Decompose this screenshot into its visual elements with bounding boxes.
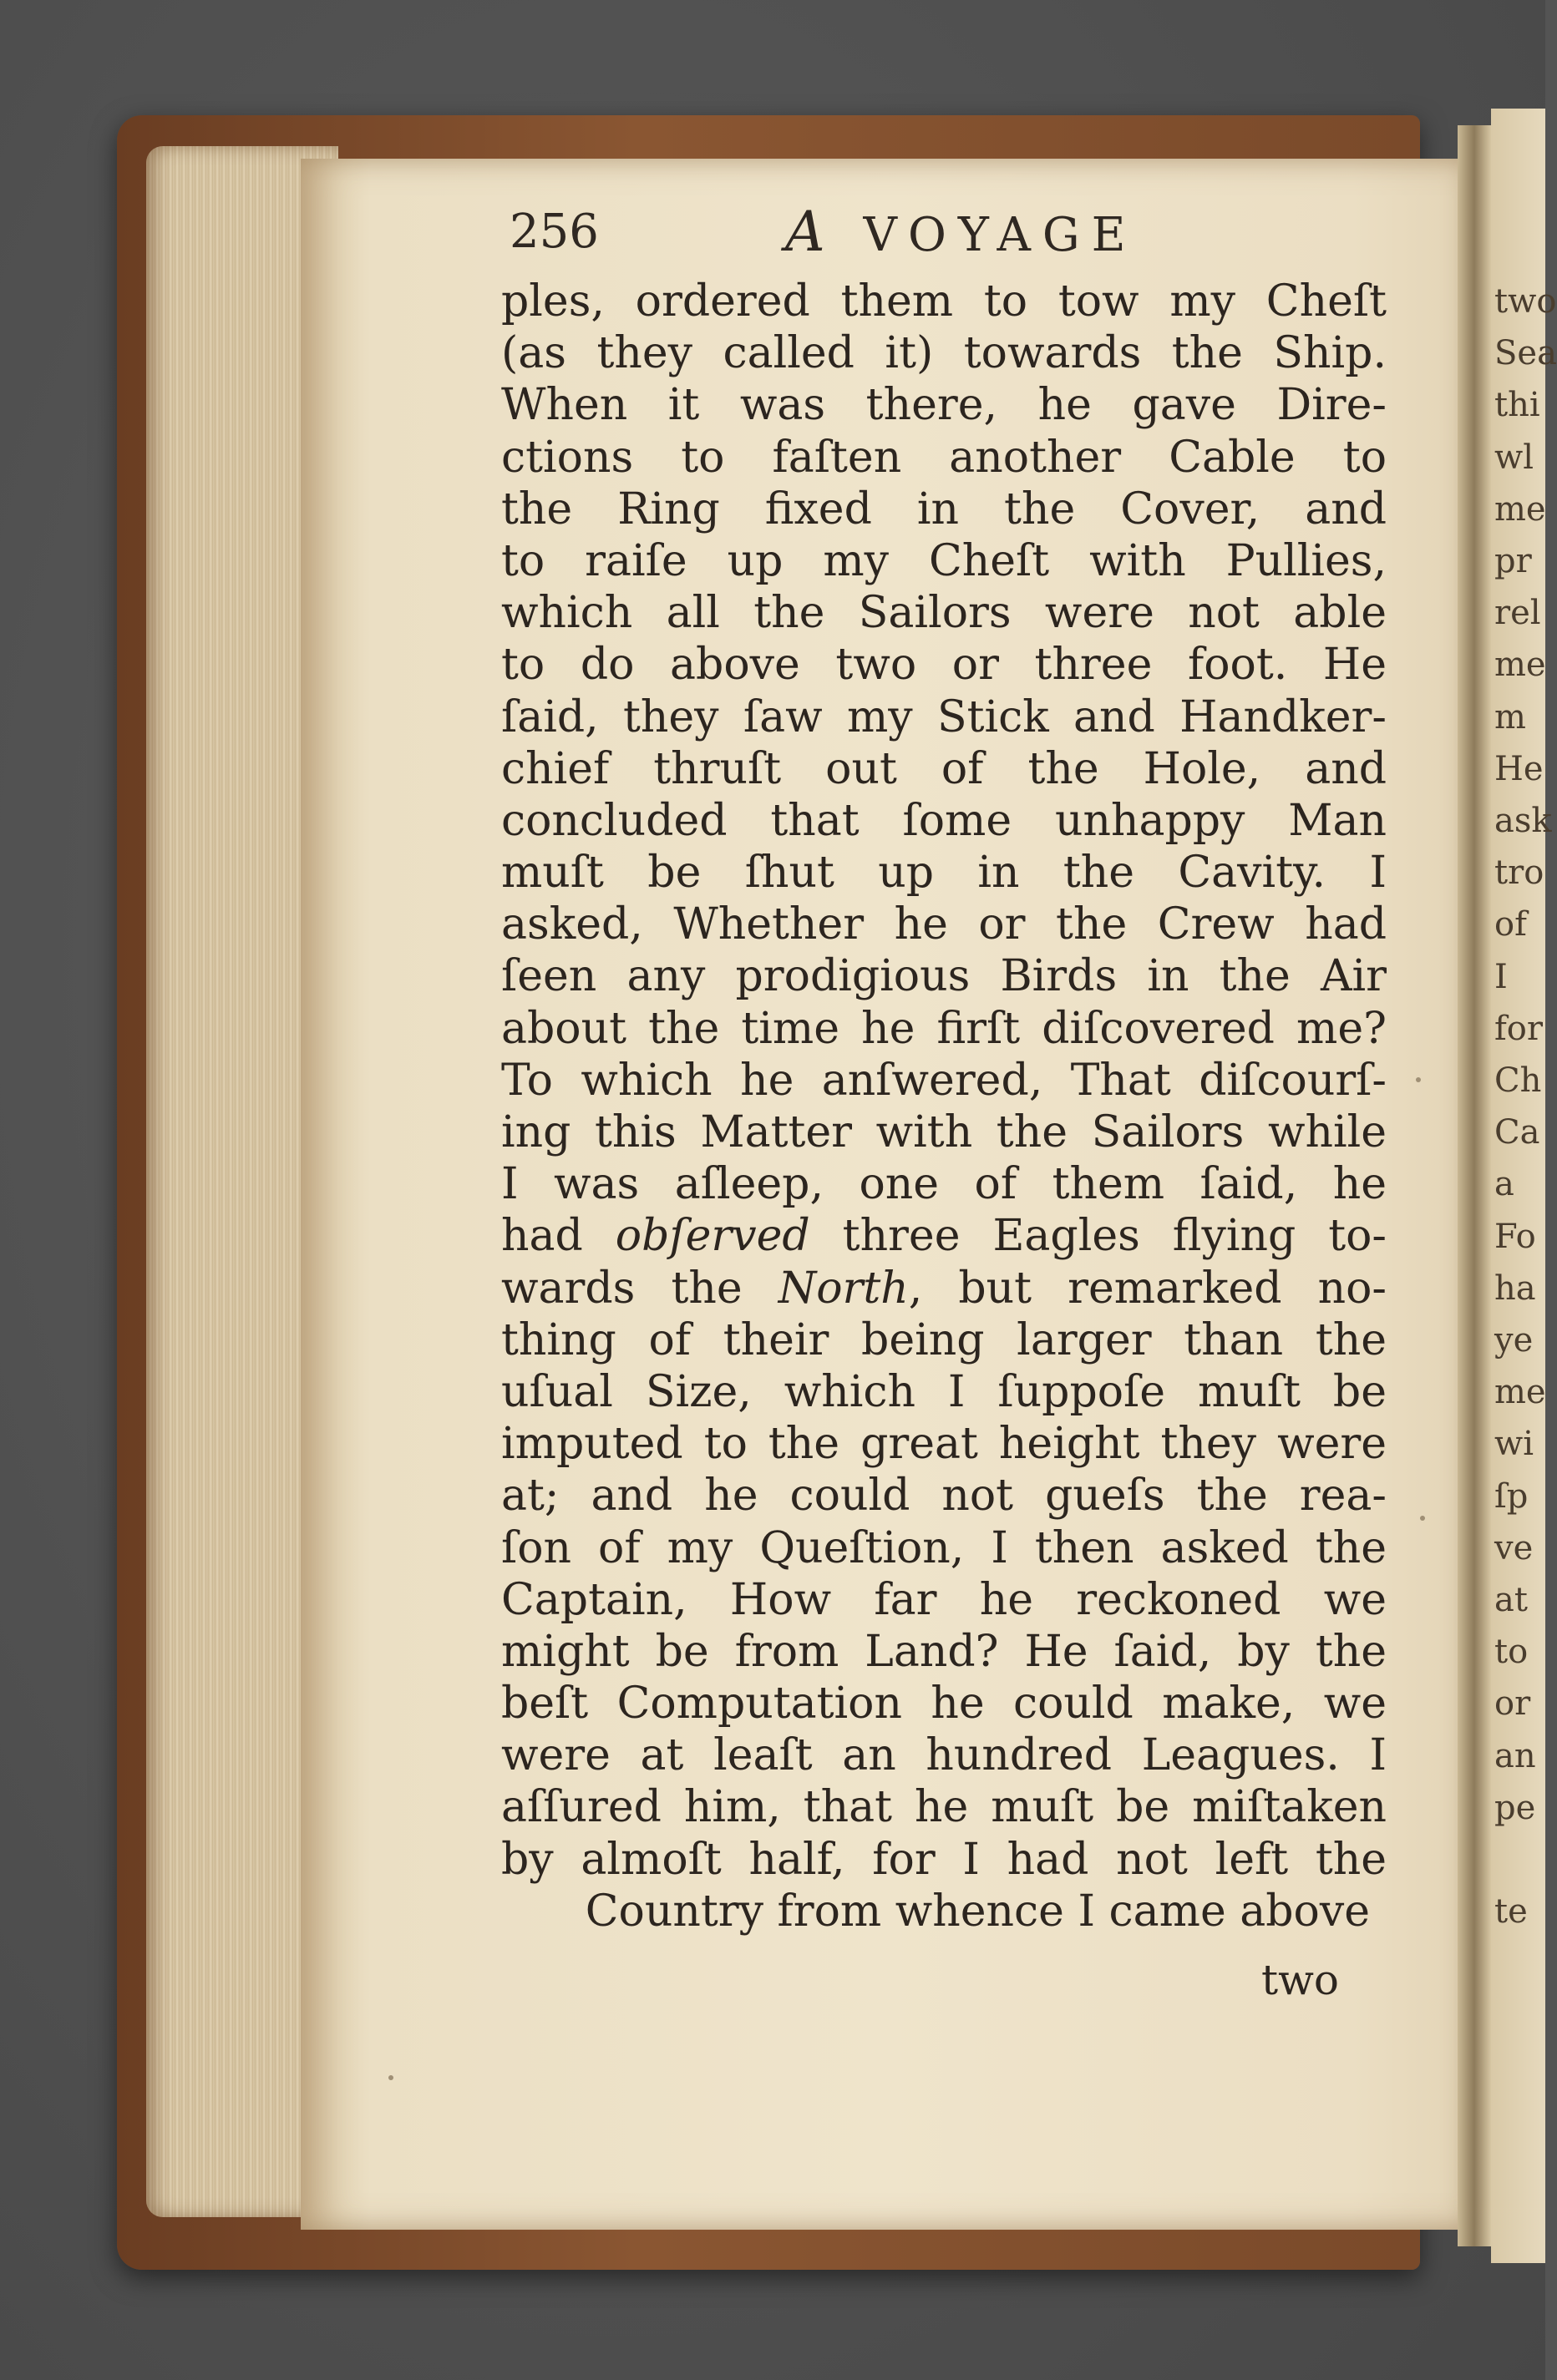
paper-speck — [1420, 1516, 1425, 1521]
text-line: to raiſe up my Cheſt with Pullies, — [501, 535, 1387, 586]
text-line: chief thruſt out of the Hole, and — [501, 743, 1387, 794]
text-line: uſual Size, which I ſuppoſe muſt be — [501, 1366, 1387, 1417]
text-line: were at leaſt an hundred Leagues. I — [501, 1730, 1387, 1781]
catchword: two — [1261, 1956, 1339, 2004]
text-line: might be from Land? He ſaid, by the — [501, 1626, 1387, 1677]
text-line: ſon of my Queſtion, I then asked the — [501, 1522, 1387, 1573]
text-line: Captain, How far he reckoned we — [501, 1574, 1387, 1625]
text-line: aſſured him, that he muſt be miſtaken — [501, 1782, 1387, 1833]
body-text — [501, 276, 1387, 1937]
text-line: by almoſt half, for I had not left the — [501, 1834, 1387, 1885]
page-number: 256 — [510, 205, 599, 259]
next-page-edge — [1491, 109, 1557, 2263]
text-line: concluded that ſome unhappy Man — [501, 795, 1387, 846]
running-head — [785, 199, 1138, 269]
text-line: ples, ordered them to tow my Cheſt — [501, 276, 1387, 327]
page-header — [510, 199, 1387, 266]
text-line: thing of their being larger than the — [501, 1314, 1387, 1365]
text-line: Country from whence I came above — [585, 1886, 1370, 1937]
text-line: had obſerved three Eagles flying to- — [501, 1211, 1387, 1262]
text-line: imputed to the great height they were — [501, 1419, 1387, 1470]
text-line: ſaid, they ſaw my Stick and Handker- — [501, 691, 1387, 742]
book-gutter — [1458, 125, 1491, 2246]
running-head-word: VOYAGE — [863, 208, 1138, 262]
text-line: I was aſleep, one of them ſaid, he — [501, 1159, 1387, 1210]
text-line: at; and he could not gueſs the rea- — [501, 1471, 1387, 1522]
text-line: which all the Sailors were not able — [501, 588, 1387, 639]
paper-speck — [388, 2075, 393, 2080]
next-page-fragments: two Sea thi wl me pr rel me m He ask tro of I for Ch Ca a Fo ha ye me wi ſp ve at to or an pe te — [1494, 282, 1557, 1932]
running-head-initial: A — [785, 200, 837, 264]
text-line: to do above two or three foot. He — [501, 640, 1387, 691]
text-line: muſt be ſhut up in the Cavity. I — [501, 848, 1387, 899]
text-line: asked, Whether he or the Crew had — [501, 899, 1387, 950]
text-line: ſeen any prodigious Birds in the Air — [501, 951, 1387, 1002]
paper-speck — [1416, 1077, 1421, 1082]
text-line: beſt Computation he could make, we — [501, 1679, 1387, 1729]
text-line: When it was there, he gave Dire- — [501, 380, 1387, 431]
text-line: wards the North, but remarked no- — [501, 1263, 1387, 1314]
text-line: about the time he firſt diſcovered me? — [501, 1003, 1387, 1054]
text-line: (as they called it) towards the Ship. — [501, 328, 1387, 379]
text-line: ctions to faſten another Cable to — [501, 432, 1387, 483]
text-line: ing this Matter with the Sailors while — [501, 1107, 1387, 1157]
text-line: To which he anſwered, That diſcourſ- — [501, 1055, 1387, 1106]
text-line: the Ring fixed in the Cover, and — [501, 484, 1387, 534]
